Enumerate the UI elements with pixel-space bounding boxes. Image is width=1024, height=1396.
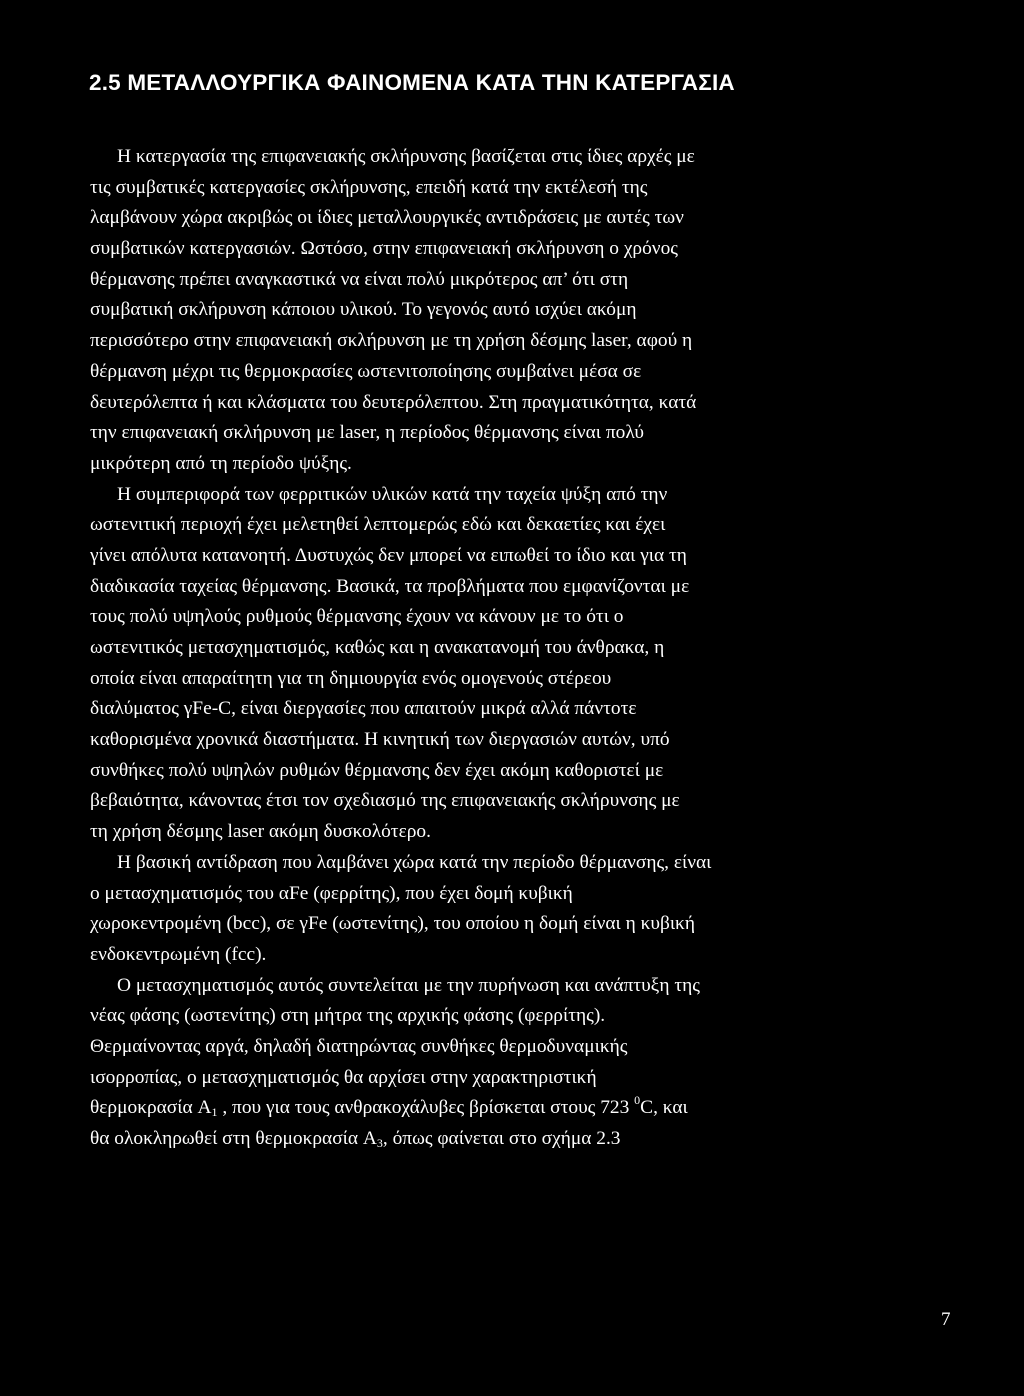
text-line: θέρμανση μέχρι τις θερμοκρασίες ωστενιτοποίησης συμβαίνει μέσα σε (90, 360, 642, 382)
a3-subscript: 3 (376, 1136, 383, 1150)
text-line: λαμβάνουν χώρα ακριβώς οι ίδιες μεταλλουργικές αντιδράσεις με αυτές των (90, 207, 684, 229)
a1-text-after: C, και (640, 1097, 688, 1119)
text-line: θέρμανσης πρέπει αναγκαστικά να είναι πολύ μικρότερος απ’ ότι στη (90, 268, 629, 290)
text-line: τους πολύ υψηλούς ρυθμούς θέρμανσης έχουν να κάνουν με το ότι ο (90, 606, 624, 628)
text-line-a1 (90, 1093, 980, 1124)
text-line: συνθήκες πολύ υψηλών ρυθμών θέρμανσης δεν έχει ακόμη καθοριστεί με (90, 759, 664, 781)
a1-text-before: θερμοκρασία A (90, 1097, 212, 1119)
text-line: νέας φάσης (ωστενίτης) στη μήτρα της αρχικής φάσης (φερρίτης). (90, 1005, 606, 1027)
degree-superscript: 0 (634, 1093, 641, 1108)
section-title: 2.5 ΜΕΤΑΛΛΟΥΡΓΙΚΑ ΦΑΙΝΟΜΕΝΑ ΚΑΤΑ ΤΗΝ ΚΑΤΕΡΓΑΣΙΑ (89, 70, 735, 95)
text-line: μικρότερη από τη περίοδο ψύξης. (90, 452, 352, 474)
text-line: Θερμαίνοντας αργά, δηλαδή διατηρώντας συνθήκες θερμοδυναμικής (90, 1035, 628, 1057)
text-line: τις συμβατικές κατεργασίες σκλήρυνσης, επειδή κατά την εκτέλεσή της (90, 176, 648, 198)
text-line-a3 (90, 1124, 980, 1155)
body-text (90, 142, 980, 1155)
text-line: ισορροπίας, ο μετασχηματισμός θα αρχίσει στην χαρακτηριστική (90, 1066, 597, 1088)
a3-text-after: , όπως φαίνεται στο σχήμα 2.3 (382, 1128, 621, 1149)
text-line: γίνει απόλυτα κατανοητή. Δυστυχώς δεν μπορεί να ειπωθεί το ίδιο και για τη (90, 544, 687, 566)
text-line: συμβατική σκλήρυνση κάποιου υλικού. Το γεγονός αυτό ισχύει ακόμη (90, 299, 637, 321)
a1-text-middle: , που για τους ανθρακοχάλυβες βρίσκεται στους 723 (217, 1097, 635, 1119)
text-line: περισσότερο στην επιφανειακή σκλήρυνση με τη χρήση δέσμης laser, αφού η (90, 330, 693, 352)
text-line: ο μετασχηματισμός του αFe (φερρίτης), που έχει δομή κυβική (90, 882, 573, 904)
text-line: Ο μετασχηματισμός αυτός συντελείται με την πυρήνωση και ανάπτυξη της (117, 974, 700, 996)
text-line: τη χρήση δέσμης laser ακόμη δυσκολότερο. (90, 821, 431, 843)
text-line: διαδικασία ταχείας θέρμανσης. Βασικά, τα προβλήματα που εμφανίζονται με (90, 575, 690, 597)
text-line: καθορισμένα χρονικά διαστήματα. Η κινητική των διεργασιών αυτών, υπό (90, 729, 670, 751)
text-line: ωστενιτικός μετασχηματισμός, καθώς και η ανακατανομή του άνθρακα, η (90, 637, 665, 658)
text-line: ωστενιτική περιοχή έχει μελετηθεί λεπτομερώς εδώ και δεκαετίες και έχει (90, 514, 666, 536)
a3-text-before: θα ολοκληρωθεί στη θερμοκρασία A (90, 1128, 377, 1149)
text-line: την επιφανειακή σκλήρυνση με laser, η περίοδος θέρμανσης είναι πολύ (90, 422, 644, 444)
text-line: βεβαιότητα, κάνοντας έτσι τον σχεδιασμό της επιφανειακής σκλήρυνσης με (90, 790, 680, 812)
text-line: Η βασική αντίδραση που λαμβάνει χώρα κατά την περίοδο θέρμανσης, είναι (117, 851, 712, 873)
text-line: συμβατικών κατεργασιών. Ωστόσο, στην επιφανειακή σκλήρυνση ο χρόνος (90, 238, 678, 260)
text-line: διαλύματος γFe-C, είναι διεργασίες που απαιτούν μικρά αλλά πάντοτε (90, 698, 637, 720)
text-line: ενδοκεντρωμένη (fcc). (90, 943, 267, 965)
text-line: δευτερόλεπτα ή και κλάσματα του δευτερόλεπτου. Στη πραγματικότητα, κατά (90, 391, 697, 413)
text-line: Η κατεργασία της επιφανειακής σκλήρυνσης βασίζεται στις ίδιες αρχές με (117, 146, 695, 167)
text-line: οποία είναι απαραίτητη για τη δημιουργία ενός ομογενούς στέρεου (90, 667, 612, 689)
page-number: 7 (941, 1309, 951, 1330)
a1-subscript: 1 (211, 1105, 218, 1120)
text-line: χωροκεντρομένη (bcc), σε γFe (ωστενίτης), του οποίου η δομή είναι η κυβική (90, 913, 695, 935)
text-line: Η συμπεριφορά των φερριτικών υλικών κατά την ταχεία ψύξη από την (117, 483, 668, 505)
